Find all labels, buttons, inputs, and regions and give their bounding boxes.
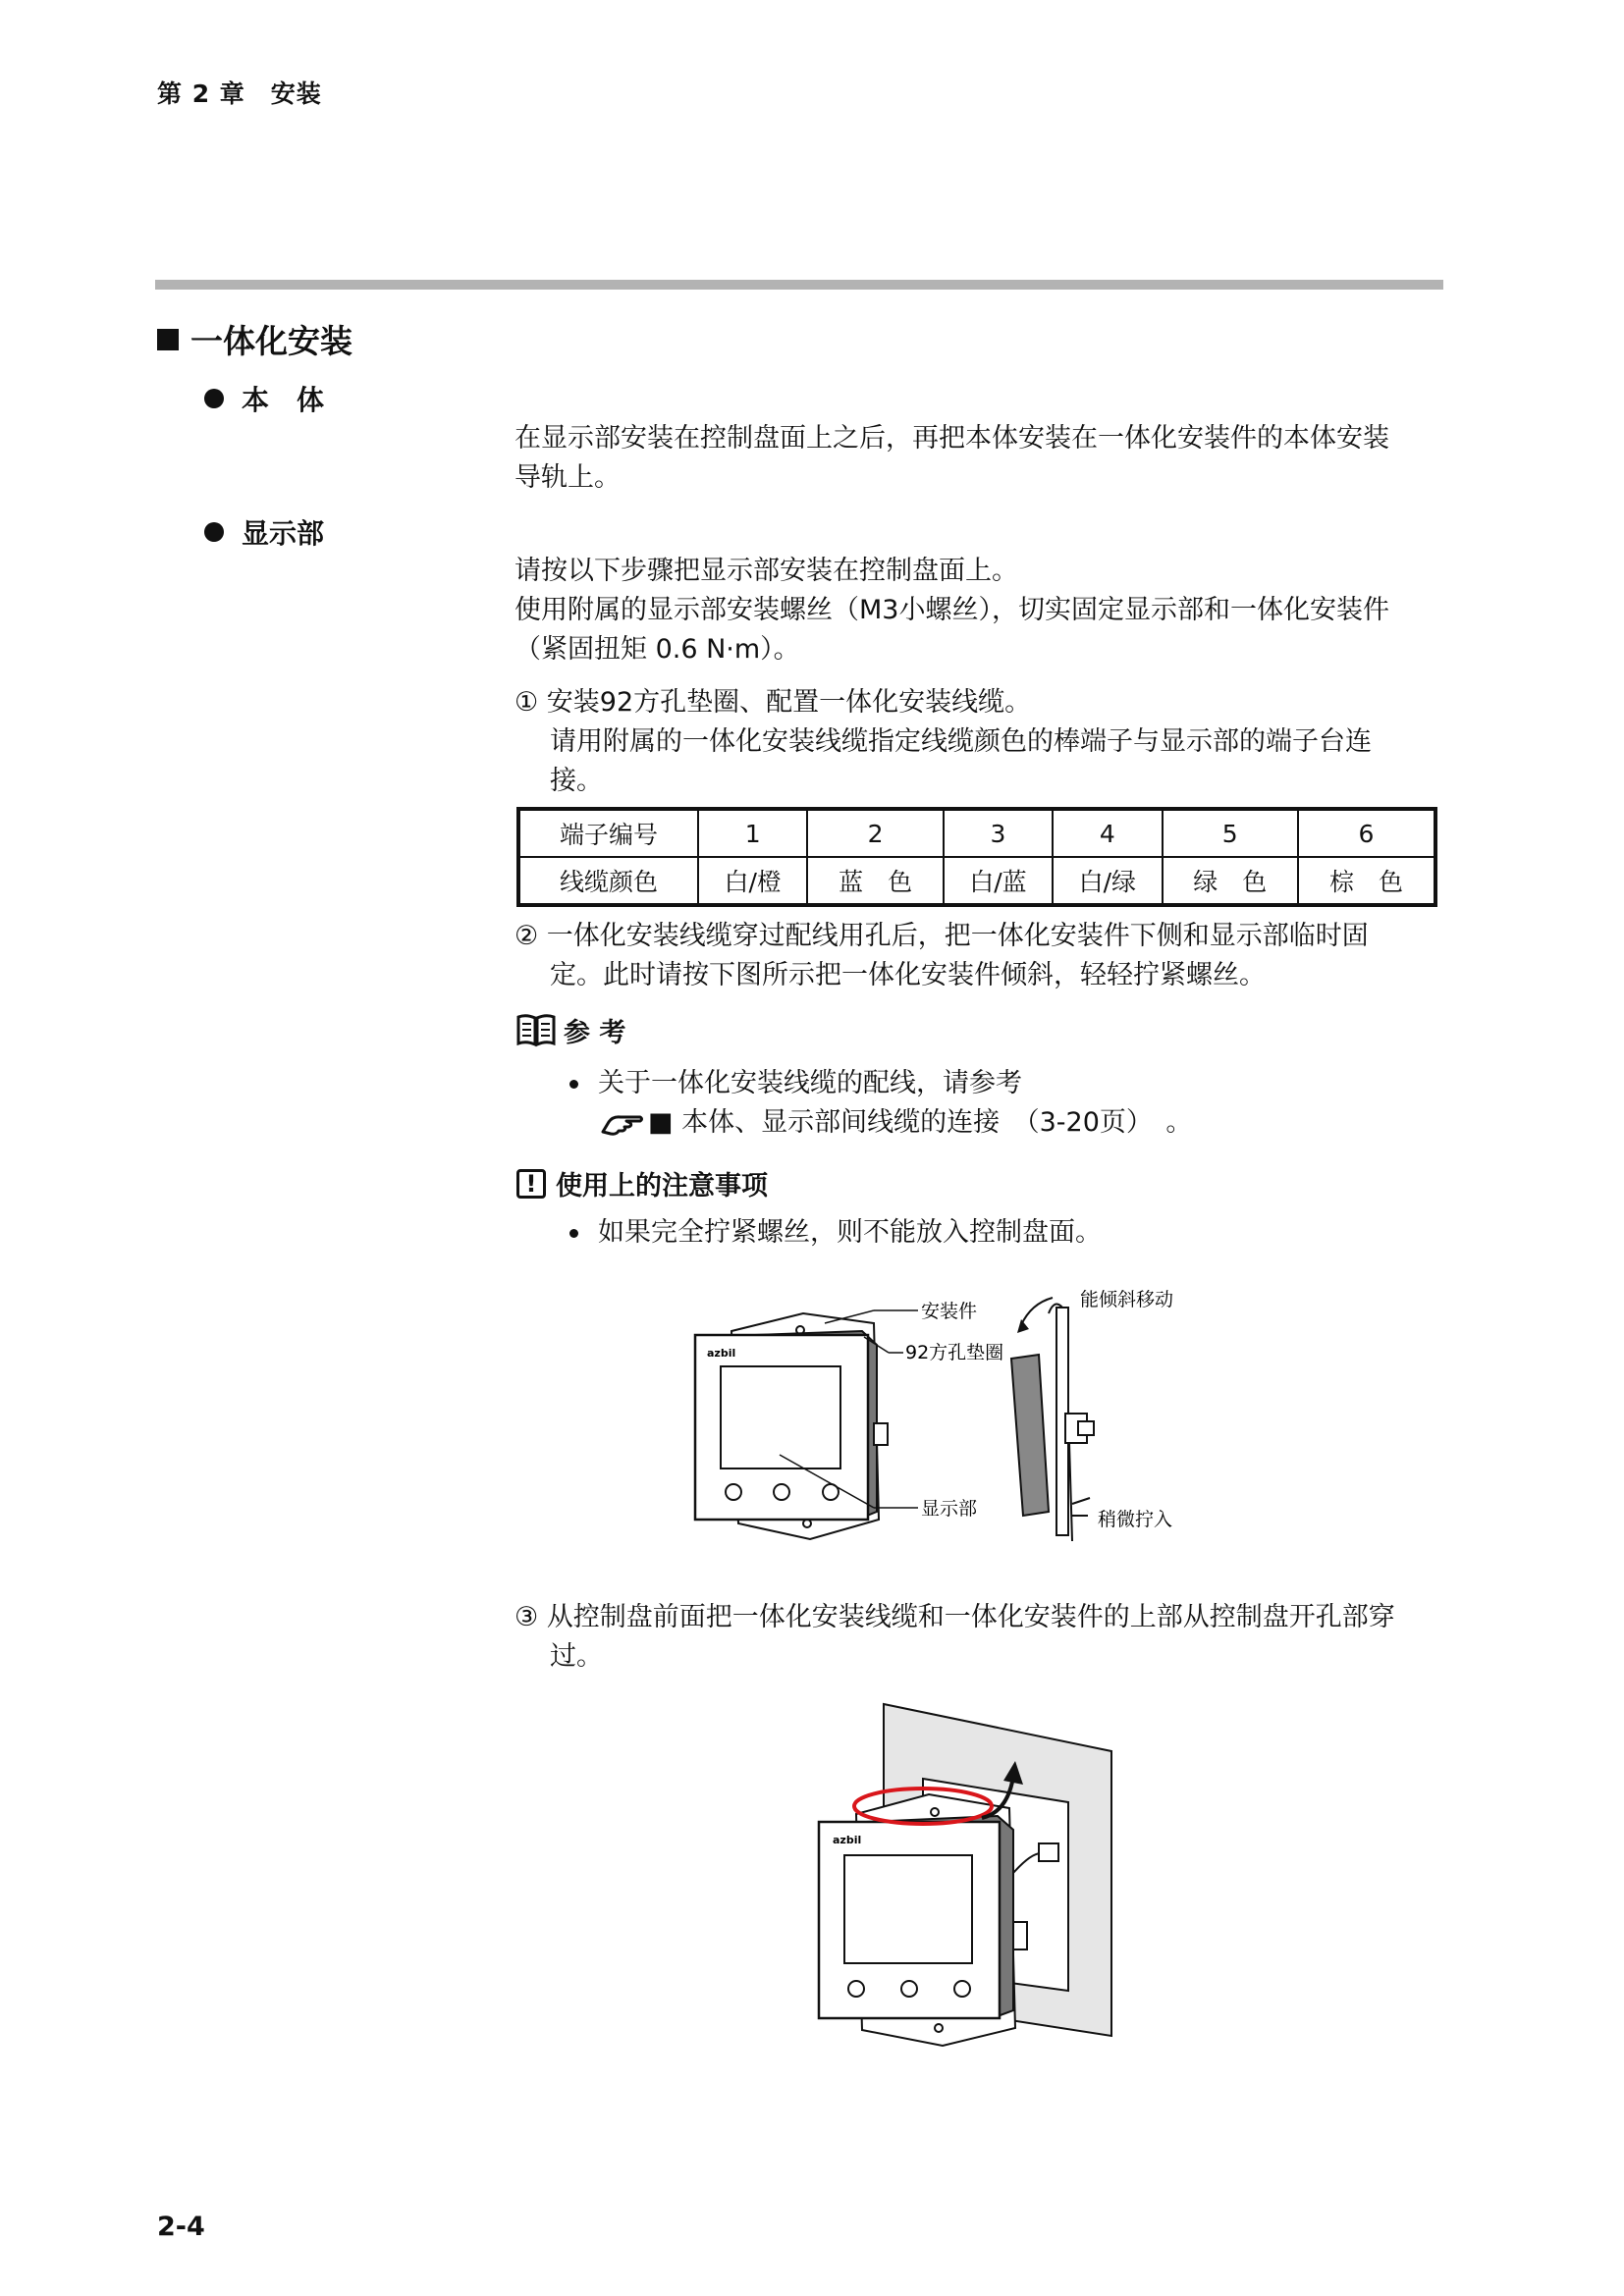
step2-line2: 定。此时请按下图所示把一体化安装件倾斜，轻轻拧紧螺丝。 [550,960,1266,990]
reference-item-text: 关于一体化安装线缆的配线，请参考 [598,1068,1022,1098]
round-bullet-icon [204,389,224,408]
dot-bullet-icon [569,1080,578,1089]
table-row [518,809,1435,857]
table-cell: 白/橙 [698,857,807,905]
step1-line2: 请用附属的一体化安装线缆指定线缆颜色的棒端子与显示部的端子台连 [550,726,1372,757]
body-unit-line2: 导轨上。 [514,462,621,493]
label-display: 显示部 [921,1498,978,1520]
table-row [518,857,1435,905]
table-cell: 3 [944,809,1053,857]
caution-item [569,1213,1102,1253]
table-cell: 白/绿 [1053,857,1162,905]
step2-line1: ② 一体化安装线缆穿过配线用孔后，把一体化安装件下侧和显示部临时固 [514,921,1369,951]
step2 [514,917,1369,995]
table-cell: 2 [807,809,943,857]
pointing-hand-icon [601,1108,644,1138]
figure2-logo: azbil [833,1834,862,1846]
figure-panel-insert [805,1696,1119,2050]
caution-item-text: 如果完全拧紧螺丝，则不能放入控制盘面。 [598,1217,1102,1248]
body-unit-text [514,419,1389,498]
chapter-header: 第 2 章 安装 [157,80,322,108]
step1-line3: 接。 [550,766,603,796]
caution-title: 使用上的注意事项 [556,1171,768,1201]
body-unit-line1: 在显示部安装在控制盘面上之后，再把本体安装在一体化安装件的本体安装 [514,423,1389,454]
reference-item [569,1064,1022,1103]
display-intro-line2: 使用附属的显示部安装螺丝（M3小螺丝），切实固定显示部和一体化安装件 [514,595,1389,625]
body-unit-heading-text: 本 体 [242,384,325,416]
exclamation-icon: ! [516,1169,546,1199]
reference-heading [516,1011,625,1049]
display-intro-line3: （紧固扭矩 0.6 N·m）。 [514,634,800,665]
step3-line2: 过。 [550,1641,603,1672]
table-cell: 1 [698,809,807,857]
step3 [514,1598,1395,1677]
label-tilt: 能倾斜移动 [1080,1289,1174,1310]
step3-line1: ③ 从控制盘前面把一体化安装线缆和一体化安装件的上部从控制盘开孔部穿 [514,1602,1395,1632]
table-cell: 白/蓝 [944,857,1053,905]
page-number: 2-4 [157,2212,205,2242]
table-cell: 绿 色 [1163,857,1298,905]
reference-title: 参 考 [564,1018,626,1048]
body-unit-heading [204,379,324,418]
row2-header: 线缆颜色 [518,857,698,905]
reference-link[interactable]: ■ 本体、显示部间线缆的连接 （3-20页） 。 [648,1107,1193,1138]
book-icon [516,1013,556,1048]
label-screw: 稍微拧入 [1098,1509,1173,1530]
reference-link-row[interactable] [601,1103,1192,1143]
terminal-table [516,807,1437,907]
square-bullet-icon [157,329,179,350]
display-unit-heading-text: 显示部 [242,517,325,550]
table-cell: 蓝 色 [807,857,943,905]
table-cell: 5 [1163,809,1298,857]
table-cell: 4 [1053,809,1162,857]
dot-bullet-icon [569,1229,578,1238]
figure-tilt-install [677,1276,1306,1551]
display-unit-intro [514,552,1389,669]
label-bracket: 安装件 [921,1301,978,1322]
row1-header: 端子编号 [518,809,698,857]
section-divider [155,280,1443,290]
display-intro-line1: 请按以下步骤把显示部安装在控制盘面上。 [514,556,1018,586]
section-title [157,316,352,362]
figure1-logo: azbil [707,1347,736,1360]
step1-line1: ① 安装92方孔垫圈、配置一体化安装线缆。 [514,687,1032,718]
caution-heading [516,1164,768,1202]
table-cell: 棕 色 [1298,857,1435,905]
label-gasket: 92方孔垫圈 [905,1342,1004,1363]
table-cell: 6 [1298,809,1435,857]
display-unit-heading [204,512,324,552]
section-title-text: 一体化安装 [190,322,352,360]
round-bullet-icon [204,522,224,542]
step1 [514,683,1372,801]
